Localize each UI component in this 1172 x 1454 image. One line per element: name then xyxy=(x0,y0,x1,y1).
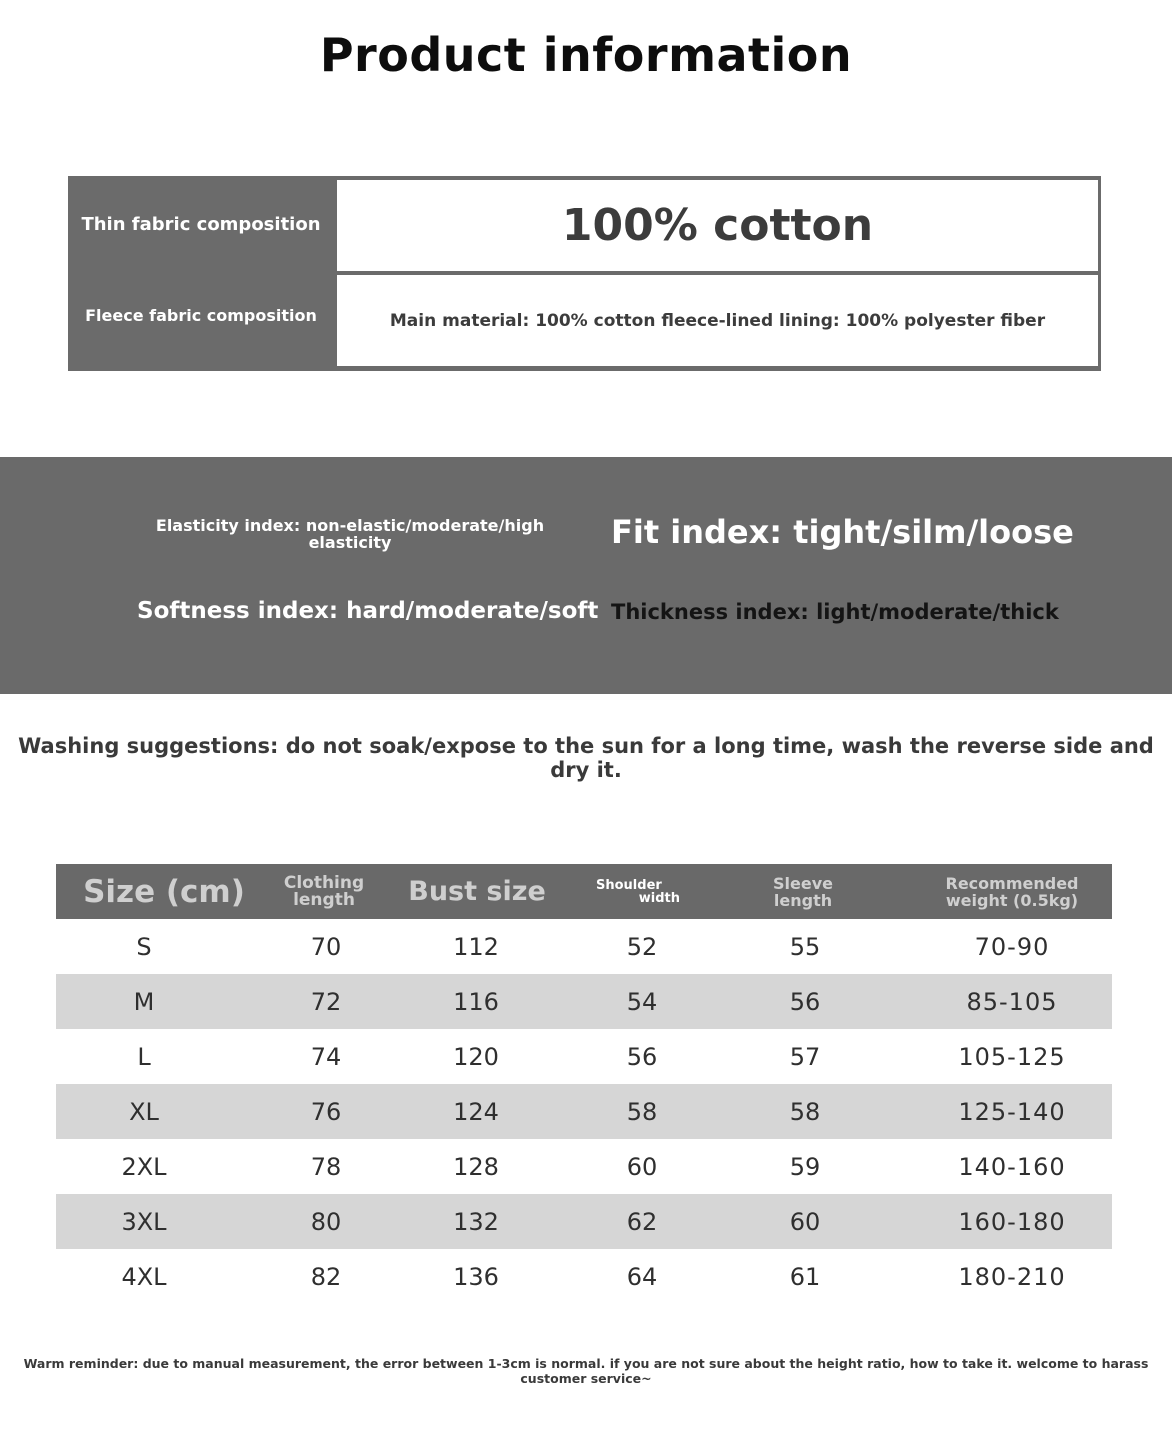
header-clothing-length-line1: Clothing xyxy=(283,872,365,893)
table-row xyxy=(56,1194,1112,1249)
composition-table xyxy=(68,176,1101,371)
cell-weight: 180-210 xyxy=(958,1262,1066,1291)
cell-sleeve: 59 xyxy=(789,1152,821,1181)
cell-shoulder: 52 xyxy=(626,932,658,961)
header-bust-size-label: Bust size xyxy=(408,876,546,907)
cell-shoulder: 54 xyxy=(626,987,658,1016)
table-row xyxy=(56,919,1112,974)
index-band xyxy=(0,457,1172,694)
cell-size: XL xyxy=(129,1097,159,1126)
warm-reminder: Warm reminder: due to manual measurement, the error between 1-3cm is normal. if you are not sure about the height ratio, how to take it. welcome to harass customer service~ xyxy=(23,1356,1149,1386)
cell-size: 2XL xyxy=(121,1152,167,1181)
cell-length: 78 xyxy=(310,1152,342,1181)
cell-shoulder: 58 xyxy=(626,1097,658,1126)
cell-bust: 136 xyxy=(453,1262,499,1291)
cell-sleeve: 61 xyxy=(789,1262,821,1291)
table-row xyxy=(56,1029,1112,1084)
cell-length: 82 xyxy=(310,1262,342,1291)
table-row xyxy=(56,1249,1112,1304)
cell-bust: 128 xyxy=(453,1152,499,1181)
cell-size: L xyxy=(137,1042,151,1071)
cell-bust: 124 xyxy=(453,1097,499,1126)
cell-shoulder: 64 xyxy=(626,1262,658,1291)
header-clothing-length-line2: length xyxy=(293,889,355,910)
cell-length: 70 xyxy=(310,932,342,961)
cell-length: 80 xyxy=(310,1207,342,1236)
cell-size: M xyxy=(133,987,155,1016)
header-shoulder-line1: Shoulder xyxy=(596,877,662,893)
cell-shoulder: 62 xyxy=(626,1207,658,1236)
header-sleeve-line1: Sleeve xyxy=(773,873,833,893)
cell-size: S xyxy=(136,932,152,961)
header-weight-line1: Recommended xyxy=(945,873,1079,893)
cell-weight: 105-125 xyxy=(958,1042,1066,1071)
thickness-index: Thickness index: light/moderate/thick xyxy=(611,600,1059,624)
cell-length: 76 xyxy=(310,1097,342,1126)
cell-sleeve: 60 xyxy=(789,1207,821,1236)
cell-sleeve: 57 xyxy=(789,1042,821,1071)
washing-suggestions: Washing suggestions: do not soak/expose to the sun for a long time, wash the reverse side and dry it. xyxy=(18,734,1154,782)
header-clothing-length xyxy=(242,864,406,919)
page-title: Product information xyxy=(319,28,853,82)
cell-weight: 125-140 xyxy=(958,1097,1066,1126)
cell-sleeve: 56 xyxy=(789,987,821,1016)
size-table-header xyxy=(56,864,1112,919)
header-recommended-weight xyxy=(906,864,1118,919)
cell-sleeve: 55 xyxy=(789,932,821,961)
header-size-label: Size (cm) xyxy=(83,873,245,910)
cell-length: 74 xyxy=(310,1042,342,1071)
table-row xyxy=(56,1084,1112,1139)
header-shoulder-width xyxy=(596,864,680,919)
softness-index: Softness index: hard/moderate/soft xyxy=(137,598,599,624)
cell-bust: 116 xyxy=(453,987,499,1016)
elasticity-index: Elasticity index: non-elastic/moderate/high elasticity xyxy=(155,516,545,552)
size-table xyxy=(56,864,1112,1304)
cell-weight: 85-105 xyxy=(966,987,1058,1016)
cell-bust: 112 xyxy=(453,932,499,961)
thin-fabric-value: 100% cotton xyxy=(337,180,1098,271)
cell-weight: 140-160 xyxy=(958,1152,1066,1181)
cell-size: 3XL xyxy=(121,1207,167,1236)
cell-sleeve: 58 xyxy=(789,1097,821,1126)
header-size xyxy=(76,864,252,919)
thin-fabric-label: Thin fabric composition xyxy=(81,214,321,235)
table-row xyxy=(56,974,1112,1029)
cell-weight: 70-90 xyxy=(974,932,1050,961)
cell-length: 72 xyxy=(310,987,342,1016)
header-sleeve-line2: length xyxy=(773,890,833,910)
cell-bust: 132 xyxy=(453,1207,499,1236)
header-shoulder-line2: width xyxy=(638,890,680,906)
header-bust-size xyxy=(392,864,562,919)
table-row xyxy=(56,1139,1112,1194)
fleece-fabric-value: Main material: 100% cotton fleece-lined lining: 100% polyester fiber xyxy=(337,275,1098,366)
header-sleeve-length xyxy=(724,864,882,919)
cell-weight: 160-180 xyxy=(958,1207,1066,1236)
cell-shoulder: 60 xyxy=(626,1152,658,1181)
fleece-fabric-label: Fleece fabric composition xyxy=(85,306,317,325)
cell-size: 4XL xyxy=(121,1262,167,1291)
cell-shoulder: 56 xyxy=(626,1042,658,1071)
composition-values xyxy=(334,176,1101,371)
header-weight-line2: weight (0.5kg) xyxy=(945,890,1079,910)
fit-index: Fit index: tight/silm/loose xyxy=(611,513,1074,551)
cell-bust: 120 xyxy=(453,1042,499,1071)
